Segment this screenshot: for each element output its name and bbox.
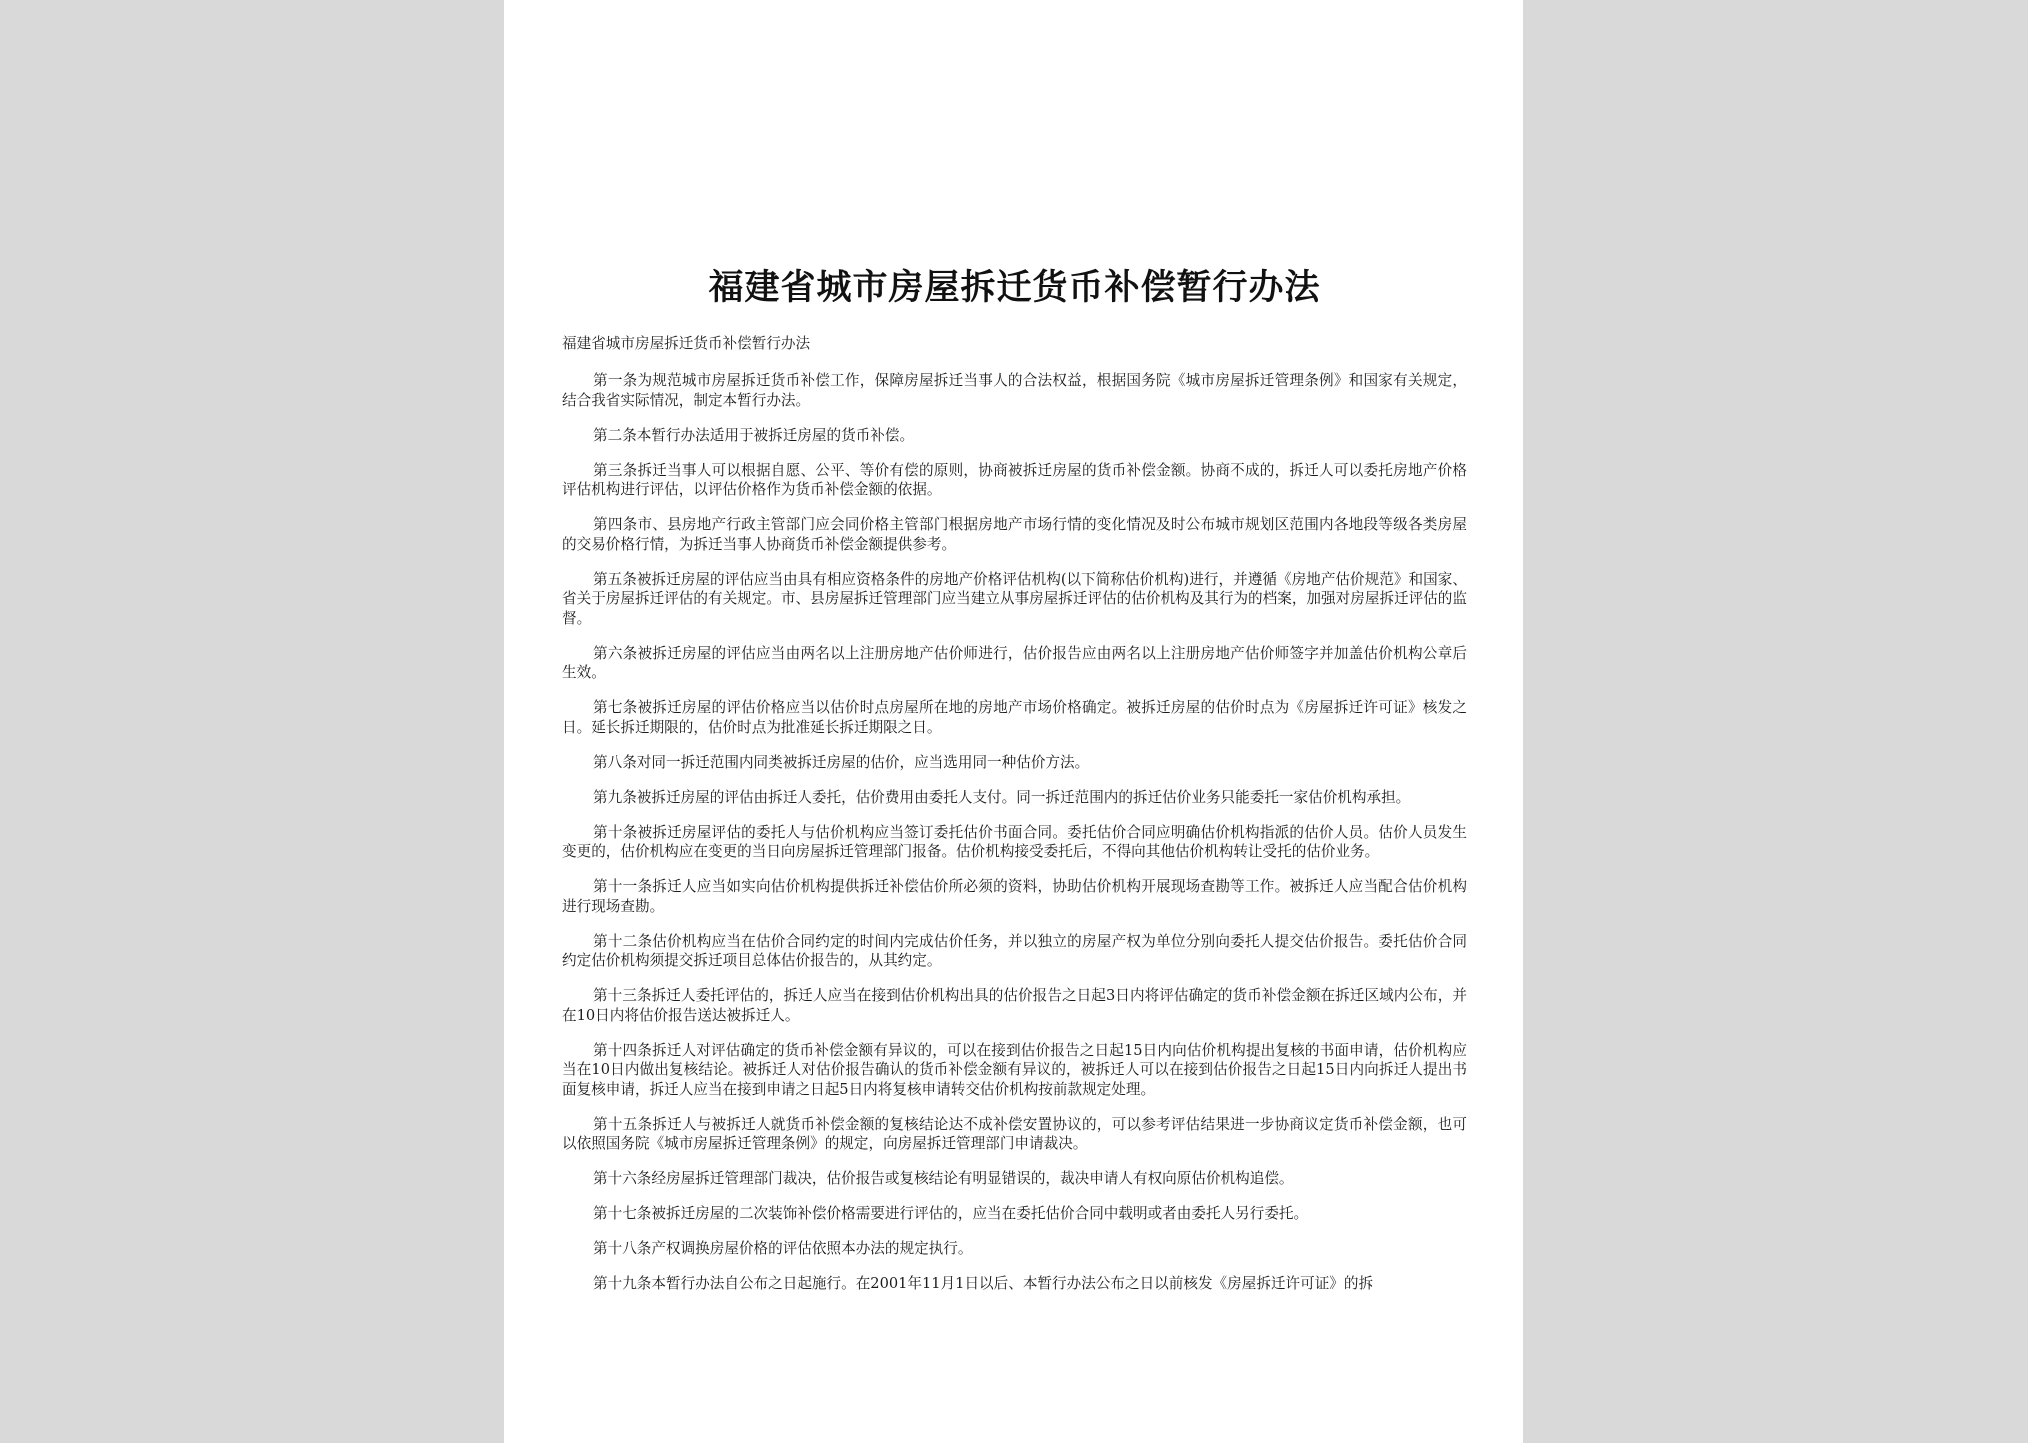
- article-2: 第二条本暂行办法适用于被拆迁房屋的货币补偿。: [593, 426, 915, 444]
- article-8: 第八条对同一拆迁范围内同类被拆迁房屋的估价，应当选用同一种估价方法。: [593, 753, 1090, 771]
- article-17: 第十七条被拆迁房屋的二次装饰补偿价格需要进行评估的，应当在委托估价合同中载明或者由委托人另行委托。: [593, 1205, 1309, 1222]
- document-page: [504, 0, 1523, 1443]
- article-18: 第十八条产权调换房屋价格的评估依照本办法的规定执行。: [593, 1240, 973, 1257]
- article-list: [562, 371, 1467, 1294]
- article-12: 第十二条估价机构应当在估价合同约定的时间内完成估价任务，并以独立的房屋产权为单位分别向委托人提交估价报告。委托估价合同约定估价机构须提交拆迁项目总体估价报告的，从其约定。: [562, 932, 1467, 969]
- article-9: 第九条被拆迁房屋的评估由拆迁人委托，估价费用由委托人支付。同一拆迁范围内的拆迁估价业务只能委托一家估价机构承担。: [593, 788, 1411, 806]
- article-19: 第十九条本暂行办法自公布之日起施行。在2001年11月1日以后、本暂行办法公布之日以前核发《房屋拆迁许可证》的拆: [593, 1275, 1374, 1292]
- article-7: 第七条被拆迁房屋的评估价格应当以估价时点房屋所在地的房地产市场价格确定。被拆迁房屋的估价时点为《房屋拆迁许可证》核发之日。延长拆迁期限的，估价时点为批准延长拆迁期限之日。: [562, 699, 1467, 736]
- article-15: 第十五条拆迁人与被拆迁人就货币补偿金额的复核结论达不成补偿安置协议的，可以参考评估结果进一步协商议定货币补偿金额，也可以依照国务院《城市房屋拆迁管理条例》的规定，向房屋拆迁管理部门申请裁决。: [562, 1115, 1467, 1152]
- document-subtitle: 福建省城市房屋拆迁货币补偿暂行办法: [562, 335, 811, 352]
- article-6: 第六条被拆迁房屋的评估应当由两名以上注册房地产估价师进行，估价报告应由两名以上注册房地产估价师签字并加盖估价机构公章后生效。: [562, 644, 1467, 681]
- article-5: 第五条被拆迁房屋的评估应当由具有相应资格条件的房地产价格评估机构(以下简称估价机构)进行，并遵循《房地产估价规范》和国家、省关于房屋拆迁评估的有关规定。市、县房屋拆迁管理部门应当建立从事房屋拆迁评估的估价机构及其行为的档案，加强对房屋拆迁评估的监督。: [562, 570, 1467, 627]
- article-10: 第十条被拆迁房屋评估的委托人与估价机构应当签订委托估价书面合同。委托估价合同应明确估价机构指派的估价人员。估价人员发生变更的，估价机构应在变更的当日向房屋拆迁管理部门报备。估价机构接受委托后，不得向其他估价机构转让受托的估价业务。: [562, 823, 1467, 860]
- article-16: 第十六条经房屋拆迁管理部门裁决，估价报告或复核结论有明显错误的，裁决申请人有权向原估价机构追偿。: [593, 1170, 1294, 1187]
- article-13: 第十三条拆迁人委托评估的，拆迁人应当在接到估价机构出具的估价报告之日起3日内将评估确定的货币补偿金额在拆迁区域内公布，并在10日内将估价报告送达被拆迁人。: [562, 987, 1467, 1024]
- article-11: 第十一条拆迁人应当如实向估价机构提供拆迁补偿估价所必须的资料，协助估价机构开展现场查勘等工作。被拆迁人应当配合估价机构进行现场查勘。: [562, 878, 1467, 915]
- document-title: 福建省城市房屋拆迁货币补偿暂行办法: [708, 268, 1321, 308]
- article-14: 第十四条拆迁人对评估确定的货币补偿金额有异议的，可以在接到估价报告之日起15日内向估价机构提出复核的书面申请，估价机构应当在10日内做出复核结论。被拆迁人对估价报告确认的货币补偿金额有异议的，被拆迁人可以在接到估价报告之日起15日内向拆迁人提出书面复核申请，拆迁人应当在接到申请之日起5日内将复核申请转交估价机构按前款规定处理。: [562, 1041, 1467, 1098]
- article-3: 第三条拆迁当事人可以根据自愿、公平、等价有偿的原则，协商被拆迁房屋的货币补偿金额。协商不成的，拆迁人可以委托房地产价格评估机构进行评估，以评估价格作为货币补偿金额的依据。: [562, 461, 1467, 498]
- article-4: 第四条市、县房地产行政主管部门应会同价格主管部门根据房地产市场行情的变化情况及时公布城市规划区范围内各地段等级各类房屋的交易价格行情，为拆迁当事人协商货币补偿金额提供参考。: [562, 516, 1467, 553]
- article-1: 第一条为规范城市房屋拆迁货币补偿工作，保障房屋拆迁当事人的合法权益，根据国务院《城市房屋拆迁管理条例》和国家有关规定，结合我省实际情况，制定本暂行办法。: [562, 372, 1467, 409]
